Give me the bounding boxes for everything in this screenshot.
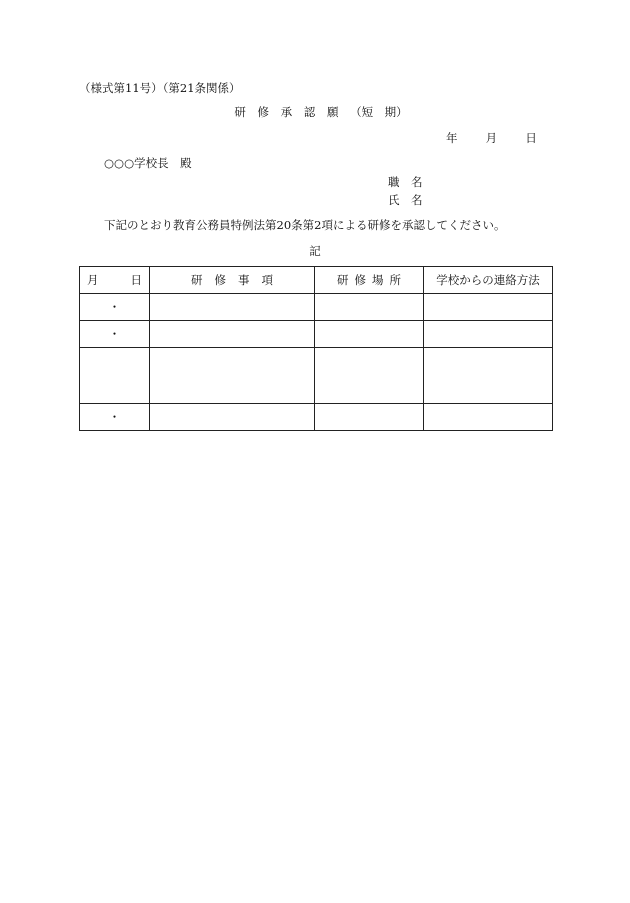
contact-cell[interactable]	[424, 294, 553, 321]
title-suffix: （短 期）	[350, 105, 408, 119]
date-day: 日	[525, 131, 537, 145]
title-char: 修	[257, 105, 270, 119]
name-label: 氏 名	[388, 193, 423, 207]
addressee: ○○○学校長 殿	[104, 156, 192, 170]
table-header-row	[80, 267, 553, 294]
header-place	[315, 267, 424, 294]
header-day: 日	[130, 273, 142, 287]
header-char: 研	[191, 273, 203, 287]
contact-cell[interactable]	[424, 404, 553, 431]
header-char: 修	[354, 273, 366, 287]
training-table	[79, 266, 553, 431]
subject-cell[interactable]	[150, 294, 315, 321]
header-char: 研	[337, 273, 349, 287]
header-char: 事	[238, 273, 250, 287]
body-text: 下記のとおり教育公務員特例法第20条第2項による研修を承認してください。	[104, 218, 506, 232]
title-char: 認	[303, 105, 316, 119]
contact-cell[interactable]	[424, 321, 553, 348]
date-cell[interactable]: ・	[80, 321, 150, 348]
table-row	[80, 294, 553, 321]
place-cell[interactable]	[315, 321, 424, 348]
table-row	[80, 321, 553, 348]
header-subject	[150, 267, 315, 294]
date-month: 月	[485, 131, 498, 145]
header-month-day	[80, 267, 150, 294]
place-cell[interactable]	[315, 404, 424, 431]
title-char: 研	[234, 105, 246, 119]
document-title	[0, 107, 630, 119]
date-cell[interactable]: ・	[80, 294, 150, 321]
date-cell[interactable]	[80, 348, 150, 404]
form-number: （様式第11号）（第21条関係）	[79, 81, 241, 95]
date-year: 年	[446, 131, 458, 145]
place-cell[interactable]	[315, 294, 424, 321]
subject-cell[interactable]	[150, 348, 315, 404]
header-contact: 学校からの連絡方法	[424, 267, 553, 294]
header-char: 所	[389, 273, 401, 287]
title-char: 承	[280, 105, 293, 119]
date-line	[446, 133, 537, 145]
place-cell[interactable]	[315, 348, 424, 404]
table-row	[80, 348, 553, 404]
contact-cell[interactable]	[424, 348, 553, 404]
date-cell[interactable]: ・	[80, 404, 150, 431]
header-month: 月	[87, 273, 99, 287]
ki-mark: 記	[309, 244, 321, 258]
title-char: 願	[326, 105, 339, 119]
header-char: 場	[372, 273, 384, 287]
subject-cell[interactable]	[150, 404, 315, 431]
header-char: 項	[261, 273, 273, 287]
job-title-label: 職 名	[388, 175, 423, 189]
subject-cell[interactable]	[150, 321, 315, 348]
table-row	[80, 404, 553, 431]
header-char: 修	[214, 273, 226, 287]
